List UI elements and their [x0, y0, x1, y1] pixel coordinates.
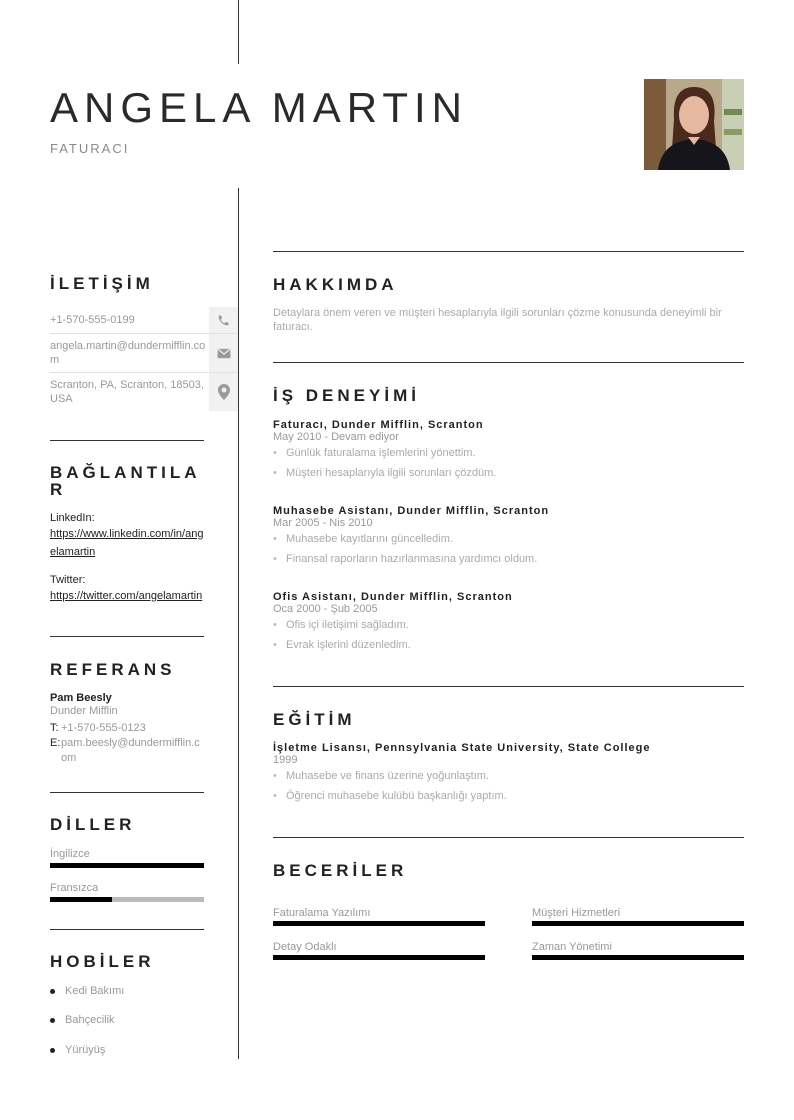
- section-divider: [50, 929, 204, 930]
- hobby-item: [50, 1044, 105, 1056]
- linkedin-link[interactable]: https://www.linkedin.com/in/angelamartin: [50, 528, 204, 558]
- skill-level-bar: [273, 921, 485, 926]
- job-bullet: • Muhasebe kayıtlarını güncelledim.: [273, 533, 453, 545]
- skill-level-bar: [273, 955, 485, 960]
- job-title: Muhasebe Asistanı, Dunder Mifflin, Scranton: [273, 505, 550, 517]
- reference-phone[interactable]: +1-570-555-0123: [61, 722, 146, 734]
- job-dates: Oca 2000 - Şub 2005: [273, 603, 378, 615]
- skill-level-bar: [532, 921, 744, 926]
- experience-heading: İŞ DENEYİMİ: [273, 386, 420, 405]
- skill-name: Zaman Yönetimi: [532, 941, 612, 953]
- skill-item: [532, 907, 744, 926]
- job-title: Ofis Asistanı, Dunder Mifflin, Scranton: [273, 591, 513, 603]
- links-list: [50, 512, 204, 604]
- contact-heading: İLETİŞİM: [50, 274, 154, 293]
- location-pin-icon: [209, 373, 238, 411]
- contact-phone[interactable]: +1-570-555-0199: [50, 314, 135, 326]
- reference-name: Pam Beesly: [50, 692, 112, 704]
- skill-item: [273, 941, 485, 960]
- job-entry: [273, 505, 744, 565]
- job-bullet: • Evrak işlerini düzenledim.: [273, 639, 411, 651]
- reference-heading: REFERANS: [50, 660, 176, 679]
- job-entry: [273, 591, 744, 651]
- language-level-fill: [50, 863, 204, 868]
- language-item-french: [50, 881, 204, 902]
- section-divider: [50, 636, 204, 637]
- bullet-dot-icon: [50, 1018, 55, 1023]
- contact-address: Scranton, PA, Scranton, 18503, USA: [50, 379, 204, 405]
- contact-email-row: [50, 334, 238, 373]
- reference-company: Dunder Mifflin: [50, 705, 118, 717]
- language-level-fill: [50, 897, 112, 902]
- contact-address-row: [50, 373, 238, 411]
- language-item-english: [50, 847, 204, 868]
- link-label-twitter: Twitter:: [50, 574, 86, 586]
- profile-photo: [644, 79, 744, 170]
- bullet-dot-icon: [50, 1048, 55, 1053]
- skill-item: [532, 941, 744, 960]
- languages-heading: DİLLER: [50, 815, 136, 834]
- hobby-label: Yürüyüş: [65, 1044, 106, 1056]
- education-heading: EĞİTİM: [273, 710, 356, 729]
- job-dates: May 2010 - Devam ediyor: [273, 431, 399, 443]
- language-name: İngilizce: [50, 848, 90, 860]
- job-title: Faturacı, Dunder Mifflin, Scranton: [273, 419, 484, 431]
- job-bullet: • Günlük faturalama işlemlerini yönettim.: [273, 447, 476, 459]
- hobby-label: Bahçecilik: [65, 1014, 115, 1026]
- hobby-label: Kedi Bakımı: [65, 985, 125, 997]
- mail-icon: [209, 334, 238, 372]
- section-divider: [50, 440, 204, 441]
- education-bullet: • Muhasebe ve finans üzerine yoğunlaştım.: [273, 770, 490, 782]
- section-divider: [273, 686, 744, 687]
- section-divider: [273, 362, 744, 363]
- skill-name: Faturalama Yazılımı: [273, 907, 371, 919]
- candidate-name: ANGELA MARTIN: [50, 84, 468, 131]
- section-divider: [273, 251, 744, 252]
- skill-item: [273, 907, 485, 926]
- bullet-dot-icon: [50, 989, 55, 994]
- links-heading: BAĞLANTILAR: [50, 463, 201, 499]
- skill-name: Müşteri Hizmetleri: [532, 907, 621, 919]
- phone-icon: [209, 307, 238, 333]
- hobbies-heading: HOBİLER: [50, 952, 155, 971]
- twitter-link[interactable]: https://twitter.com/angelamartin: [50, 590, 203, 602]
- job-bullet: • Ofis içi iletişimi sağladım.: [273, 619, 409, 631]
- about-text: Detaylara önem veren ve müşteri hesaplarıyla ilgili sorunları çözme konusunda deneyimli bir faturacı.: [273, 307, 722, 333]
- section-divider: [50, 792, 204, 793]
- contact-phone-row: [50, 307, 238, 334]
- contact-email[interactable]: angela.martin@dundermifflin.com: [50, 340, 206, 366]
- column-divider-line: [238, 188, 239, 1059]
- hobby-item: [50, 1014, 115, 1026]
- reference-block: [50, 692, 204, 766]
- skill-level-bar: [532, 955, 744, 960]
- education-degree: İşletme Lisansı, Pennsylvania State University, State College: [273, 742, 651, 754]
- job-dates: Mar 2005 - Nis 2010: [273, 517, 373, 529]
- top-divider-line: [238, 0, 239, 64]
- education-year: 1999: [273, 754, 298, 766]
- language-name: Fransızca: [50, 882, 99, 894]
- hobby-item: [50, 985, 124, 997]
- job-bullet: • Müşteri hesaplarıyla ilgili sorunları çözdüm.: [273, 467, 497, 479]
- job-bullet: • Finansal raporların hazırlanmasına yardımcı oldum.: [273, 553, 538, 565]
- job-entry: [273, 419, 744, 479]
- reference-email[interactable]: pam.beesly@dundermifflin.com: [61, 737, 200, 764]
- skill-name: Detay Odaklı: [273, 941, 337, 953]
- education-bullet: • Öğrenci muhasebe kulübü başkanlığı yaptım.: [273, 790, 507, 802]
- section-divider: [273, 837, 744, 838]
- about-heading: HAKKIMDA: [273, 275, 398, 294]
- reference-phone-label: T:: [50, 722, 59, 734]
- link-label-linkedin: LinkedIn:: [50, 512, 95, 524]
- reference-email-label: E:: [50, 737, 61, 749]
- language-level-bar: [50, 863, 204, 868]
- candidate-role: FATURACI: [50, 141, 130, 156]
- education-entry: [273, 742, 744, 802]
- skills-heading: BECERİLER: [273, 861, 408, 880]
- language-level-bar: [50, 897, 204, 902]
